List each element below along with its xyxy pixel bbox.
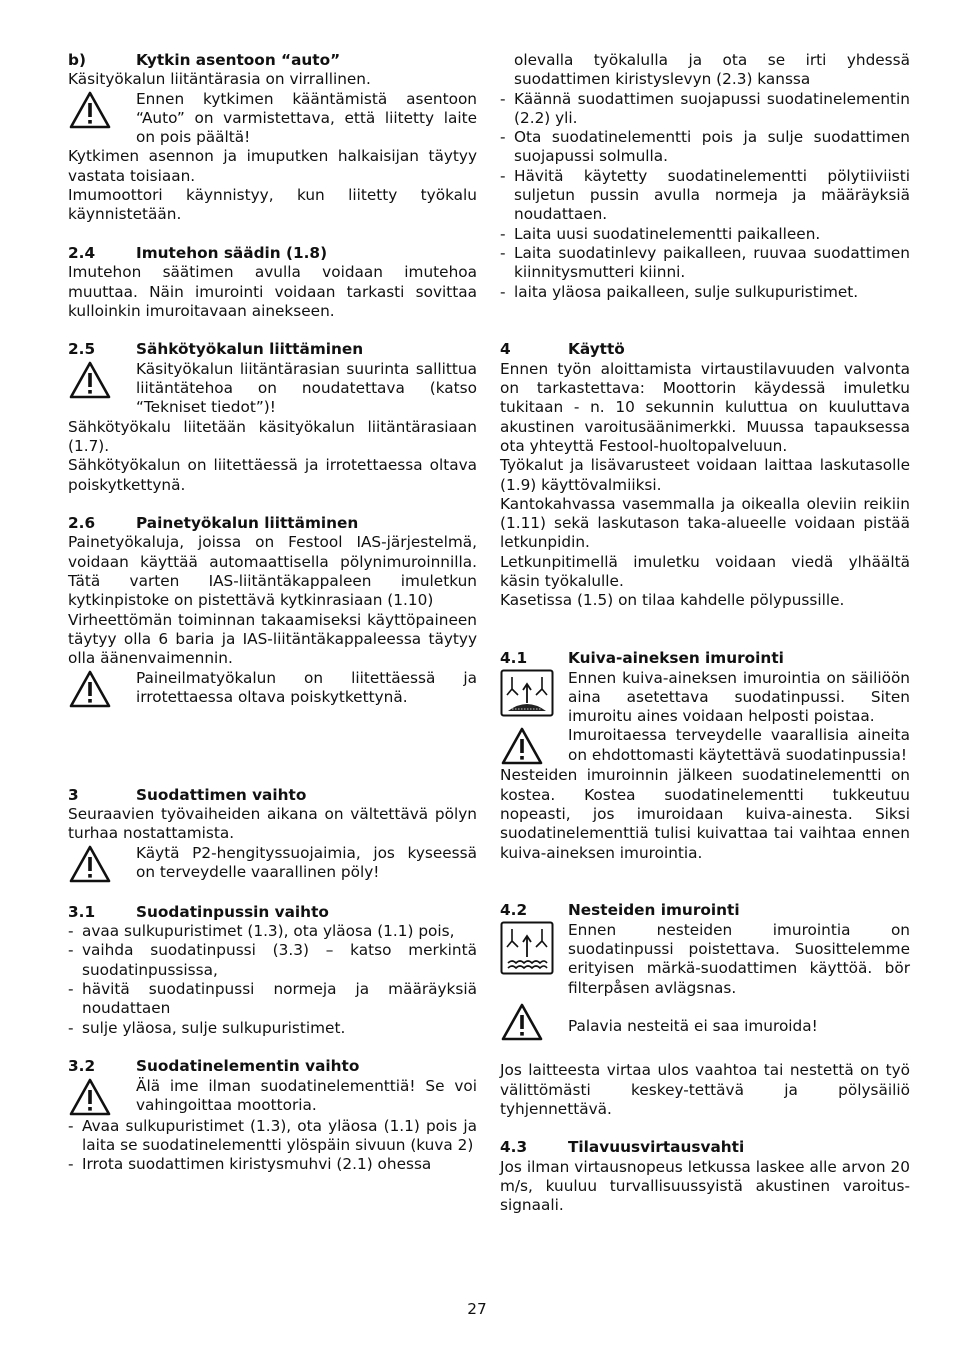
list-item: - Käännä suodattimen suojapussi suodatinelementin (2.2) yli. <box>500 90 910 129</box>
paragraph: Jos ilman virtausnopeus letkussa laskee alle arvon 20 m/s, kuuluu turvallisuussyistä akustinen varoitus-signaali. <box>500 1157 910 1215</box>
warning-note <box>68 1077 477 1117</box>
section-title: Suodatinelementin vaihto <box>136 1057 360 1076</box>
section-heading-2-5 <box>68 340 477 359</box>
paragraph: Käsityökalun liitäntärasia on virrallinen. <box>68 70 371 89</box>
list-item: - sulje yläosa, sulje sulkupuristimet. <box>68 1019 477 1038</box>
section-heading-2-6 <box>68 514 477 533</box>
section-heading-4 <box>500 340 910 359</box>
dash-list <box>68 1117 477 1175</box>
section-heading-4-3 <box>500 1138 910 1157</box>
paragraph: Kytkimen asennon ja imuputken halkaisijan täytyy vastata toisiaan. <box>68 147 477 185</box>
warning-text: Paineilmatyökalun on liitettäessä ja irrotettaessa oltava poiskytkettynä. <box>136 668 477 706</box>
paragraph: Imutehon säätimen avulla voidaan imutehoa muuttaa. Näin imurointi voidaan tarkasti sovittaa kulloinkin imuroitavaan ainekseen. <box>68 263 477 320</box>
info-note <box>500 921 910 998</box>
paragraph: Sähkötyökalu liitetään käsityökalun liitäntärasiaan (1.7). <box>68 417 477 455</box>
wet-vacuum-icon <box>500 921 568 975</box>
paragraph: Kantokahvassa vasemmalla ja oikealla oleviin reikiin (1.11) sekä laskutason taka-alueelle voidaan pistää letkunpidin. <box>500 494 910 552</box>
section-number: 2.5 <box>68 340 96 359</box>
warning-note <box>68 844 477 884</box>
warning-icon <box>68 844 136 884</box>
section-heading-2-4 <box>68 244 477 263</box>
warning-text: Älä ime ilman suodatinelementtiä! Se voi vahingoittaa moottoria. <box>136 1076 477 1114</box>
list-item: - Hävitä käytetty suodatinelementti pölytiiviisti suljetun pussin avulla normeja ja määräyksiä noudattaen. <box>500 167 910 225</box>
section-heading-4-1 <box>500 649 910 668</box>
warning-note <box>500 726 910 766</box>
warning-icon <box>68 669 136 709</box>
section-title: Kuiva-aineksen imurointi <box>568 649 784 668</box>
section-number: 3 <box>68 785 79 804</box>
section-heading-4-2 <box>500 901 910 920</box>
info-note <box>500 669 910 727</box>
warning-icon <box>500 726 568 766</box>
section-title: Suodatinpussin vaihto <box>136 902 329 921</box>
section-title: Käyttö <box>568 340 625 359</box>
list-item: - hävitä suodatinpussi normeja ja määräyksiä noudattaen <box>68 980 477 1019</box>
section-title: Kytkin asentoon “auto” <box>136 51 341 69</box>
warning-icon <box>68 360 136 400</box>
section-heading-3 <box>68 786 477 805</box>
section-title: Imutehon säädin (1.8) <box>136 243 328 262</box>
paragraph: Virheettömän toiminnan takaamiseksi käyttöpaineen täytyy olla 6 baria ja IAS-liitäntäkappaleessa täytyy olla äänenvaimennin. <box>68 610 477 668</box>
info-text: Ennen nesteiden imurointia on suodatinpussi poistettava. Suosittelemme erityisen märkä-suodattimen käyttöä. bör filterpåsen avlägsnas. <box>568 920 910 997</box>
section-number: b) <box>68 51 86 69</box>
section-heading-3-1 <box>68 903 477 922</box>
dry-vacuum-icon <box>500 669 568 717</box>
paragraph: Ennen työn aloittamista virtaustilavuuden valvonta on tarkastettava: Moottorin käydessä imuletku tukitaan - n. 10 sekunnin kuluttua on kuuluttava akustinen varoitusäänimerkki. Muussa tapauksessa ota yhteyttä Festool-huoltopalveluun. <box>500 359 910 455</box>
section-number: 3.1 <box>68 902 96 921</box>
section-title: Tilavuusvirtausvahti <box>568 1138 745 1157</box>
right-column <box>500 51 910 1216</box>
paragraph: Työkalut ja lisävarusteet voidaan laittaa laskutasolle (1.9) käyttövalmiiksi. <box>500 456 910 494</box>
left-column <box>68 51 477 1174</box>
warning-text: Palavia nesteitä ei saa imuroida! <box>568 1016 818 1035</box>
warning-text: Käsityökalun liitäntärasian suurinta sallittua liitäntätehoa on noudatettava (katso “Tekniset tiedot”)! <box>136 359 477 417</box>
dash-list <box>68 922 477 1038</box>
section-number: 2.6 <box>68 514 96 533</box>
section-number: 4.3 <box>500 1138 528 1157</box>
section-title: Sähkötyökalun liittäminen <box>136 340 364 359</box>
paragraph: Imumoottori käynnistyy, kun liitetty työkalu käynnistetään. <box>68 186 477 224</box>
section-number: 2.4 <box>68 243 96 262</box>
paragraph: Kasetissa (1.5) on tilaa kahdelle pölypussille. <box>500 591 845 610</box>
paragraph: Jos laitteesta virtaa ulos vaahtoa tai nestettä on työ välittömästi keskey-tettävä ja pölysäiliö tyhjennettävä. <box>500 1061 910 1118</box>
section-heading-b <box>68 51 477 70</box>
section-title: Painetyökalun liittäminen <box>136 514 359 533</box>
warning-text: Ennen kytkimen kääntämistä asentoon “Auto” on varmistettava, että liitetty laite on pois päältä! <box>136 89 477 147</box>
paragraph: Sähkötyökalun on liitettäessä ja irrotettaessa oltava poiskytkettynä. <box>68 456 477 494</box>
paragraph: Painetyökaluja, joissa on Festool IAS-järjestelmä, voidaan käyttää automaattisella pölynimuroinnilla. Tätä varten IAS-liitäntäkappaleen imuletkun kytkinpistoke on pistettävä kytkinrasiaan (1.10) <box>68 533 477 610</box>
section-number: 4.1 <box>500 649 528 668</box>
dash-list <box>500 90 910 302</box>
list-item: - vaihda suodatinpussi (3.3) – katso merkintä suodatinpussissa, <box>68 941 477 980</box>
warning-text: Käytä P2-hengityssuojaimia, jos kyseessä on terveydelle vaarallinen pöly! <box>136 843 477 881</box>
section-number: 4.2 <box>500 901 528 920</box>
warning-icon <box>500 1002 568 1042</box>
warning-icon <box>68 90 136 130</box>
list-item: - Laita uusi suodatinelementti paikalleen. <box>500 225 910 244</box>
info-text: Ennen kuiva-aineksen imurointia on säiliöön aina asetettava suodatinpussi. Siten imuroitu aines voidaan helposti poistaa. <box>568 668 910 726</box>
paragraph: olevalla työkalulla ja ota se irti yhdessä suodattimen kiristyslevyn (2.3) kanssa <box>514 51 910 89</box>
warning-note <box>68 360 477 418</box>
section-heading-3-2 <box>68 1057 477 1076</box>
list-item: - laita yläosa paikalleen, sulje sulkupuristimet. <box>500 283 910 302</box>
list-item: - Laita suodatinlevy paikalleen, ruuvaa suodattimen kiinnitysmutteri kiinni. <box>500 244 910 283</box>
warning-icon <box>68 1077 136 1117</box>
paragraph: Nesteiden imuroinnin jälkeen suodatinelementti on kostea. Kostea suodatinelementti tukkeutuu nopeasti, jos imuroidaan kuiva-ainesta. Siksi suodatinelementtiä tulisi kuivattaa tai vaihtaa ennen kuiva-aineksen imurointia. <box>500 766 910 862</box>
paragraph: Letkunpitimellä imuletku voidaan viedä ylhäältä käsin työkalulle. <box>500 552 910 591</box>
warning-note <box>68 90 477 148</box>
list-item: - Avaa sulkupuristimet (1.3), ota yläosa (1.1) pois ja laita se suodatinelementti ylöspäin sivuun (kuva 2) <box>68 1117 477 1156</box>
section-number: 3.2 <box>68 1057 96 1076</box>
list-item: - Irrota suodattimen kiristysmuhvi (2.1) ohessa <box>68 1155 477 1174</box>
warning-note <box>68 669 477 709</box>
section-number: 4 <box>500 340 511 359</box>
warning-text: Imuroitaessa terveydelle vaarallisia aineita on ehdottomasti käytettävä suodatinpussia! <box>568 726 910 764</box>
section-title: Nesteiden imurointi <box>568 901 740 920</box>
list-item: - avaa sulkupuristimet (1.3), ota yläosa (1.1) pois, <box>68 922 477 941</box>
list-item: - Ota suodatinelementti pois ja sulje suodattimen suojapussi solmulla. <box>500 128 910 167</box>
warning-note <box>500 1002 910 1042</box>
page-number: 27 <box>467 1300 487 1318</box>
section-title: Suodattimen vaihto <box>136 785 307 804</box>
paragraph: Seuraavien työvaiheiden aikana on vältettävä pölyn turhaa nostattamista. <box>68 804 477 843</box>
